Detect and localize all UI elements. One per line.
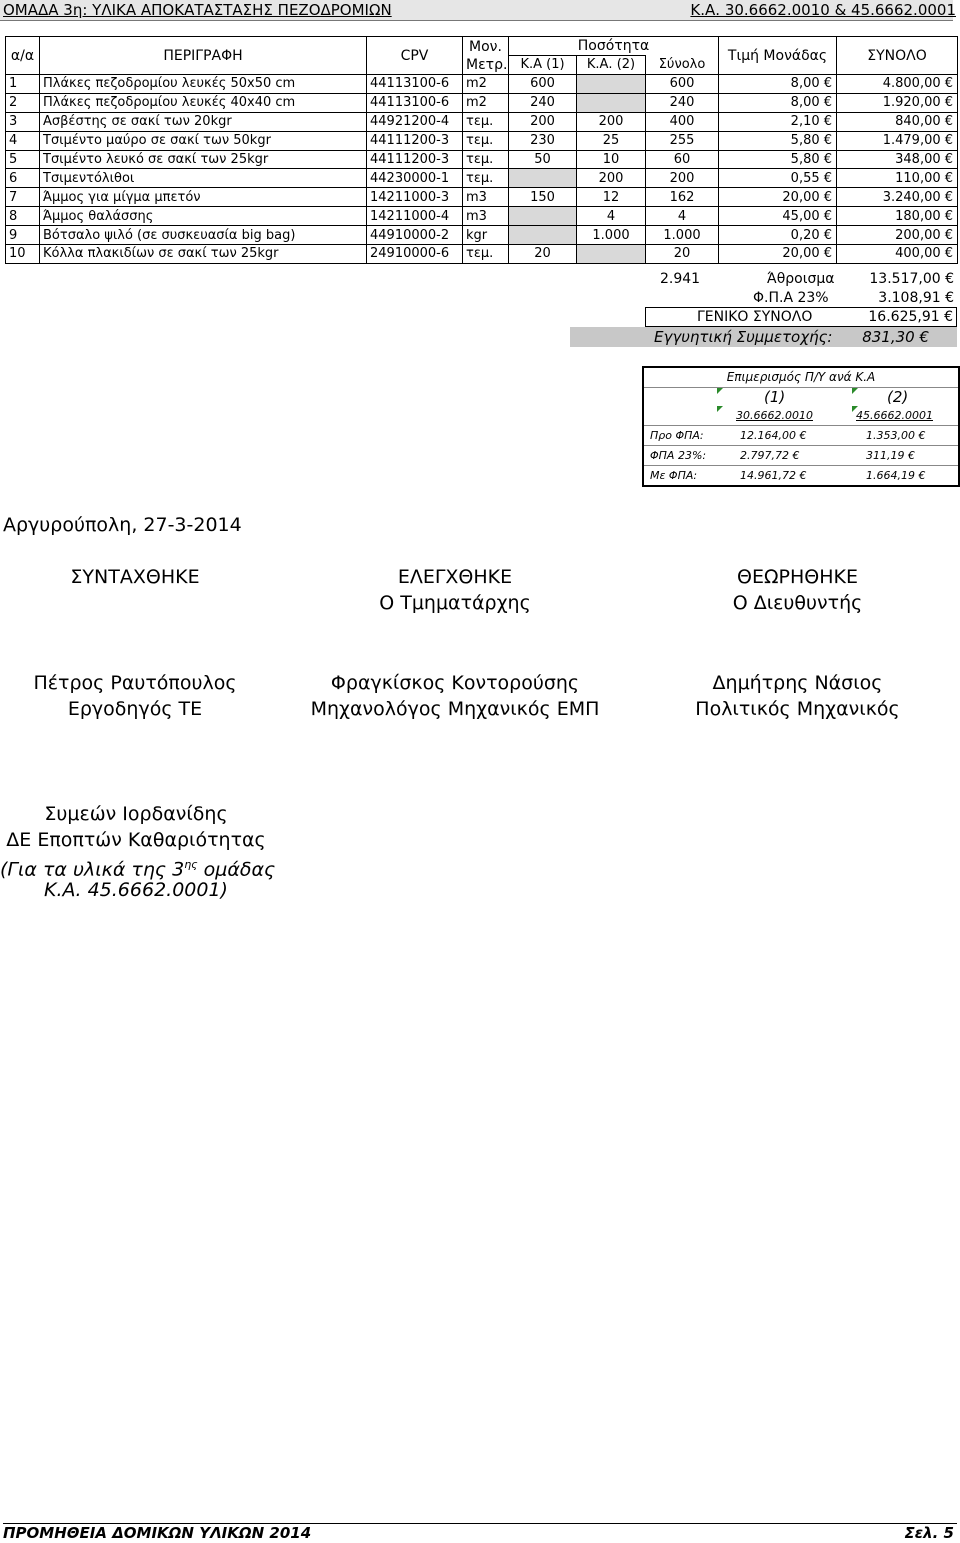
cell-total: 110,00 € (837, 169, 958, 188)
cell-cpv: 44113100-6 (367, 93, 463, 112)
cell-total: 180,00 € (837, 207, 958, 226)
cell-ka2 (577, 75, 646, 94)
split-col2: (2) (887, 388, 909, 406)
checked-label: ΕΛΕΓΧΘΗΚΕ (397, 566, 513, 588)
grand-label: ΓΕΝΙΚΟ ΣΥΝΟΛΟ (697, 309, 813, 325)
split-rows (644, 426, 958, 485)
table-body (6, 75, 958, 264)
cell-total: 1.479,00 € (837, 131, 958, 150)
cell-aa: 5 (6, 150, 40, 169)
split-col-headers (644, 388, 958, 406)
table-row (6, 245, 958, 264)
cell-desc: Πλάκες πεζοδρομίου λευκές 50x50 cm (40, 75, 367, 94)
cell-price: 0,20 € (719, 226, 837, 245)
col-header-aa: α/α (6, 37, 40, 75)
checked-role: Ο Τμηματάρχης (379, 592, 531, 614)
cell-sum: 20 (646, 245, 719, 264)
cell-ka1: 200 (509, 112, 577, 131)
split-v2: 311,19 € (866, 449, 915, 462)
cell-desc: Κόλλα πλακιδίων σε σακί των 25kgr (40, 245, 367, 264)
cell-aa: 10 (6, 245, 40, 264)
guarantee-label: Εγγυητική Συμμετοχής: (654, 328, 833, 346)
cell-desc: Πλάκες πεζοδρομίου λευκές 40x40 cm (40, 93, 367, 112)
cell-ka1 (509, 169, 577, 188)
document-header (0, 0, 956, 21)
cell-price: 8,00 € (719, 75, 837, 94)
cell-aa: 9 (6, 226, 40, 245)
footer-title: ΠΡΟΜΗΘΕΙΑ ΔΟΜΙΚΩΝ ΥΛΙΚΩΝ 2014 (3, 1524, 312, 1542)
split-v1: 14.961,72 € (740, 469, 807, 482)
cell-total: 4.800,00 € (837, 75, 958, 94)
cell-unit: m3 (463, 207, 509, 226)
cell-aa: 4 (6, 131, 40, 150)
cell-total: 200,00 € (837, 226, 958, 245)
cell-sum: 255 (646, 131, 719, 150)
cell-ka2: 1.000 (577, 226, 646, 245)
cell-ka2 (577, 245, 646, 264)
note-text-b: ομάδας (197, 858, 276, 881)
cell-cpv: 44910000-2 (367, 226, 463, 245)
cell-unit: τεμ. (463, 131, 509, 150)
split-row (644, 426, 958, 446)
col-header-ka1: Κ.Α (1) (509, 56, 577, 75)
cell-sum: 400 (646, 112, 719, 131)
cell-ka2: 25 (577, 131, 646, 150)
cell-unit: τεμ. (463, 245, 509, 264)
cell-desc: Άμμος θαλάσσης (40, 207, 367, 226)
unit-line1: Μον. (469, 38, 502, 55)
cell-price: 20,00 € (719, 188, 837, 207)
cell-sum: 240 (646, 93, 719, 112)
signer1-name: Πέτρος Ραυτόπουλος (33, 672, 237, 694)
cell-desc: Τσιμεντόλιθοι (40, 169, 367, 188)
split-row (644, 466, 958, 485)
guarantee-value: 831,30 € (862, 328, 929, 346)
cell-total: 840,00 € (837, 112, 958, 131)
approved-role: Ο Διευθυντής (732, 592, 863, 614)
table-row (6, 226, 958, 245)
place-date: Αργυρούπολη, 27-3-2014 (3, 514, 242, 536)
cell-cpv: 44230000-1 (367, 169, 463, 188)
cell-ka1 (509, 226, 577, 245)
split-code1: 30.6662.0010 (736, 409, 813, 422)
cell-unit: τεμ. (463, 169, 509, 188)
table-row (6, 112, 958, 131)
cell-unit: kgr (463, 226, 509, 245)
col-header-desc: ΠΕΡΙΓΡΑΦΗ (40, 37, 367, 75)
cell-aa: 3 (6, 112, 40, 131)
cell-ka1: 230 (509, 131, 577, 150)
cell-unit: m3 (463, 188, 509, 207)
note-text-a: (Για τα υλικά της 3 (0, 858, 185, 881)
signer4-name: Συμεών Ιορδανίδης (44, 803, 228, 825)
cell-cpv: 14211000-4 (367, 207, 463, 226)
signer4-title: ΔΕ Εποπτών Καθαριότητας (6, 829, 266, 851)
cell-unit: τεμ. (463, 112, 509, 131)
summary-vat-row (652, 289, 957, 308)
cell-desc: Τσιμέντο λευκό σε σακί των 25kgr (40, 150, 367, 169)
col-header-price: Τιμή Μονάδας (719, 37, 837, 75)
cell-ka2: 4 (577, 207, 646, 226)
cell-price: 20,00 € (719, 245, 837, 264)
table-row (6, 75, 958, 94)
cell-cpv: 44111200-3 (367, 131, 463, 150)
note-superscript: ης (184, 858, 198, 871)
header-title: ΟΜΑΔΑ 3η: ΥΛΙΚΑ ΑΠΟΚΑΤΑΣΤΑΣΗΣ ΠΕΖΟΔΡΟΜΙΩΝ (3, 1, 392, 19)
cell-aa: 1 (6, 75, 40, 94)
cell-price: 5,80 € (719, 131, 837, 150)
col-header-qty: Ποσότητα (509, 37, 719, 56)
split-label: Με ΦΠΑ: (650, 469, 698, 482)
grand-total-row (645, 307, 957, 327)
cell-total: 3.240,00 € (837, 188, 958, 207)
cell-ka1: 50 (509, 150, 577, 169)
cell-aa: 6 (6, 169, 40, 188)
split-code2: 45.6662.0001 (856, 409, 933, 422)
signer4-note-code: Κ.Α. 45.6662.0001) (44, 879, 228, 901)
cell-aa: 7 (6, 188, 40, 207)
cell-sum: 600 (646, 75, 719, 94)
sum-value: 13.517,00 € (869, 271, 954, 287)
table-row (6, 150, 958, 169)
vat-value: 3.108,91 € (878, 290, 954, 306)
table-row (6, 93, 958, 112)
split-v1: 2.797,72 € (740, 449, 800, 462)
materials-table (5, 36, 958, 264)
cell-cpv: 44111200-3 (367, 150, 463, 169)
cell-cpv: 14211000-3 (367, 188, 463, 207)
compiled-label: ΣΥΝΤΑΧΘΗΚΕ (70, 566, 200, 588)
cell-price: 0,55 € (719, 169, 837, 188)
cell-total: 400,00 € (837, 245, 958, 264)
signer3-name: Δημήτρης Νάσιος (712, 672, 883, 694)
cell-sum: 4 (646, 207, 719, 226)
cell-desc: Ασβέστης σε σακί των 20kgr (40, 112, 367, 131)
table-row (6, 188, 958, 207)
cell-desc: Τσιμέντο μαύρο σε σακί των 50kgr (40, 131, 367, 150)
split-label: Προ ΦΠΑ: (650, 429, 704, 442)
cell-desc: Βότσαλο ψιλό (σε συσκευασία big bag) (40, 226, 367, 245)
cell-price: 5,80 € (719, 150, 837, 169)
cell-sum: 162 (646, 188, 719, 207)
unit-line2: Μετρ. (466, 56, 508, 73)
signer2-title: Μηχανολόγος Μηχανικός ΕΜΠ (310, 698, 600, 720)
cell-ka2: 200 (577, 112, 646, 131)
signer3-title: Πολιτικός Μηχανικός (695, 698, 900, 720)
header-codes: Κ.Α. 30.6662.0010 & 45.6662.0001 (690, 1, 956, 19)
grand-value: 16.625,91 € (868, 309, 953, 325)
split-col1: (1) (764, 388, 786, 406)
signer1-title: Εργοδηγός ΤΕ (67, 698, 203, 720)
summary-sum-row (652, 270, 957, 289)
cell-price: 2,10 € (719, 112, 837, 131)
cell-ka1 (509, 207, 577, 226)
cell-aa: 8 (6, 207, 40, 226)
cell-cpv: 44921200-4 (367, 112, 463, 131)
cell-sum: 60 (646, 150, 719, 169)
cell-price: 8,00 € (719, 93, 837, 112)
cell-marker-icon (852, 388, 858, 394)
cell-unit: m2 (463, 75, 509, 94)
cell-ka1: 20 (509, 245, 577, 264)
col-header-cpv: CPV (367, 37, 463, 75)
cell-ka2 (577, 93, 646, 112)
cell-desc: Άμμος για μίγμα μπετόν (40, 188, 367, 207)
cell-sum: 1.000 (646, 226, 719, 245)
col-header-total: ΣΥΝΟΛΟ (837, 37, 958, 75)
cell-cpv: 44113100-6 (367, 75, 463, 94)
split-title: Επιμερισμός Π/Υ ανά Κ.Α (644, 368, 958, 388)
split-v1: 12.164,00 € (740, 429, 807, 442)
split-codes (644, 406, 958, 426)
cell-unit: m2 (463, 93, 509, 112)
split-table (642, 366, 960, 487)
cell-ka2: 10 (577, 150, 646, 169)
split-label: ΦΠΑ 23%: (650, 449, 707, 462)
col-header-ka2: Κ.Α. (2) (577, 56, 646, 75)
split-v2: 1.664,19 € (866, 469, 926, 482)
signer2-name: Φραγκίσκος Κοντορούσης (330, 672, 580, 694)
cell-price: 45,00 € (719, 207, 837, 226)
table-row (6, 169, 958, 188)
cell-cpv: 24910000-6 (367, 245, 463, 264)
cell-marker-icon (717, 388, 723, 394)
cell-ka1: 600 (509, 75, 577, 94)
cell-total: 1.920,00 € (837, 93, 958, 112)
cell-unit: τεμ. (463, 150, 509, 169)
cell-marker-icon (717, 406, 723, 412)
guarantee-row (570, 327, 957, 347)
table-row (6, 207, 958, 226)
approved-label: ΘΕΩΡΗΘΗΚΕ (737, 566, 858, 588)
page-number: Σελ. 5 (904, 1524, 954, 1542)
cell-total: 348,00 € (837, 150, 958, 169)
cell-ka2: 12 (577, 188, 646, 207)
cell-sum: 200 (646, 169, 719, 188)
cell-ka1: 150 (509, 188, 577, 207)
col-header-sum: Σύνολο (646, 56, 719, 75)
sum-label: Άθροισμα (767, 271, 835, 287)
split-row (644, 446, 958, 466)
table-row (6, 131, 958, 150)
cell-aa: 2 (6, 93, 40, 112)
qty-total: 2.941 (660, 271, 701, 287)
col-header-unit (463, 37, 509, 75)
vat-label: Φ.Π.Α 23% (753, 290, 829, 306)
cell-ka2: 200 (577, 169, 646, 188)
split-v2: 1.353,00 € (866, 429, 926, 442)
cell-ka1: 240 (509, 93, 577, 112)
